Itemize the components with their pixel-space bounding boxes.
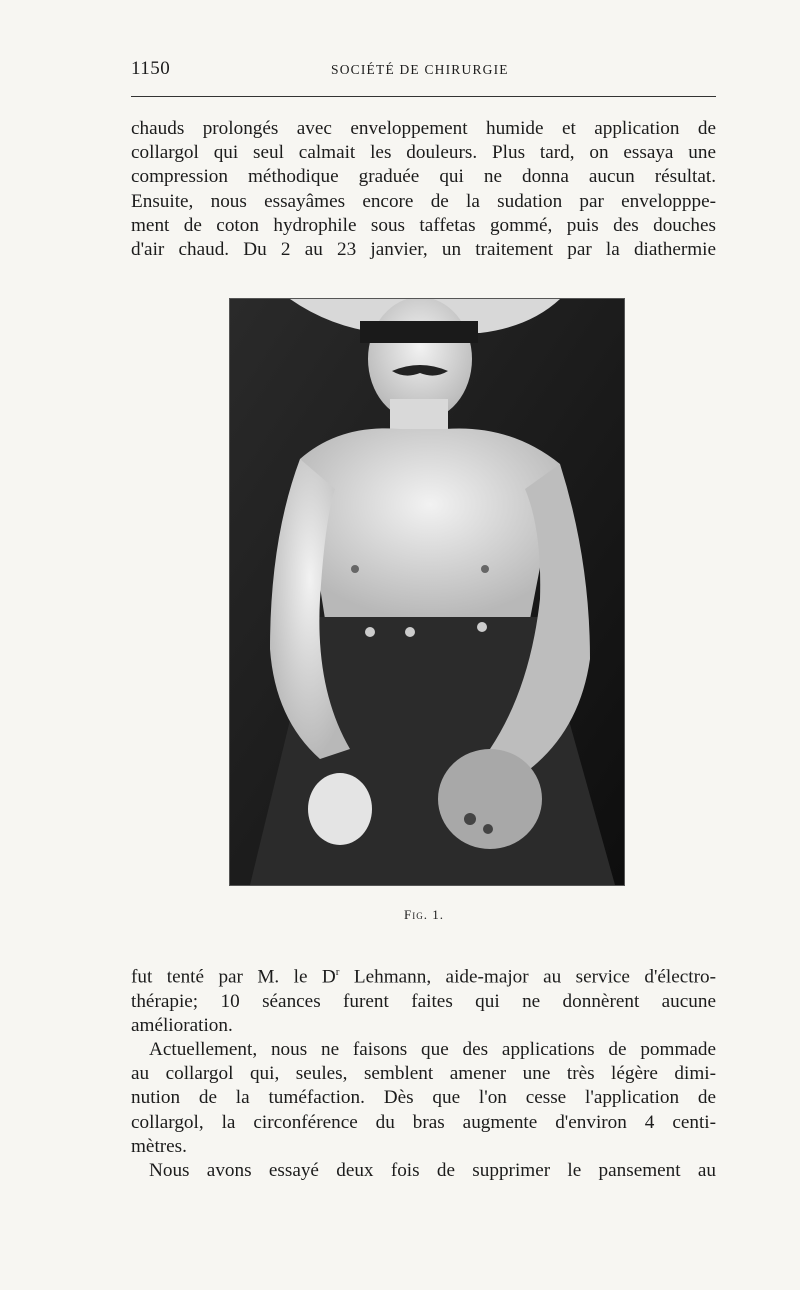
text-line: Nous avons essayé deux fois de supprimer le pansement au xyxy=(149,1160,716,1182)
paragraph-1 xyxy=(131,117,716,262)
superscript: r xyxy=(335,966,340,978)
text-line: collargol qui seul calmait les douleurs. Plus tard, on essaya une xyxy=(131,142,716,164)
running-title: SOCIÉTÉ DE CHIRURGIE xyxy=(331,62,509,77)
text-line: mètres. xyxy=(131,1135,187,1157)
text-line: Actuellement, nous ne faisons que des applications de pommade xyxy=(149,1039,716,1060)
text-line: collargol, la circonférence du bras augmente d'environ 4 centi- xyxy=(131,1111,716,1133)
figure-photograph xyxy=(229,298,625,886)
text-line: d'air chaud. Du 2 au 23 janvier, un traitement par la diathermie xyxy=(131,239,716,261)
text-fragment: fut tenté par M. le D xyxy=(131,966,336,988)
text-line: amélioration. xyxy=(131,1014,233,1036)
text-line: au collargol qui, seules, semblent amener une très légère dimi- xyxy=(131,1063,716,1085)
text-line: Ensuite, nous essayâmes encore de la sudation par envelopppe- xyxy=(131,190,716,212)
text-line xyxy=(131,960,716,990)
figure-caption xyxy=(0,907,800,923)
body-text-lower xyxy=(131,960,716,1183)
text-line: thérapie; 10 séances furent faites qui ne donnèrent aucune xyxy=(131,990,716,1012)
text-fragment: Lehmann, aide-major au service d'électro- xyxy=(339,966,716,988)
header-rule xyxy=(131,96,716,97)
patient-photo xyxy=(230,299,624,885)
text-line: chauds prolongés avec enveloppement humide et application de xyxy=(131,118,716,139)
page-number: 1150 xyxy=(131,58,171,79)
text-line: nution de la tuméfaction. Dès que l'on cesse l'application de xyxy=(131,1087,716,1109)
text-line: ment de coton hydrophile sous taffetas gommé, puis des douches xyxy=(131,214,716,236)
page-header xyxy=(131,58,716,84)
figure-caption-text: Fig. 1. xyxy=(404,907,444,922)
text-line: compression méthodique graduée qui ne donna aucun résultat. xyxy=(131,166,716,188)
